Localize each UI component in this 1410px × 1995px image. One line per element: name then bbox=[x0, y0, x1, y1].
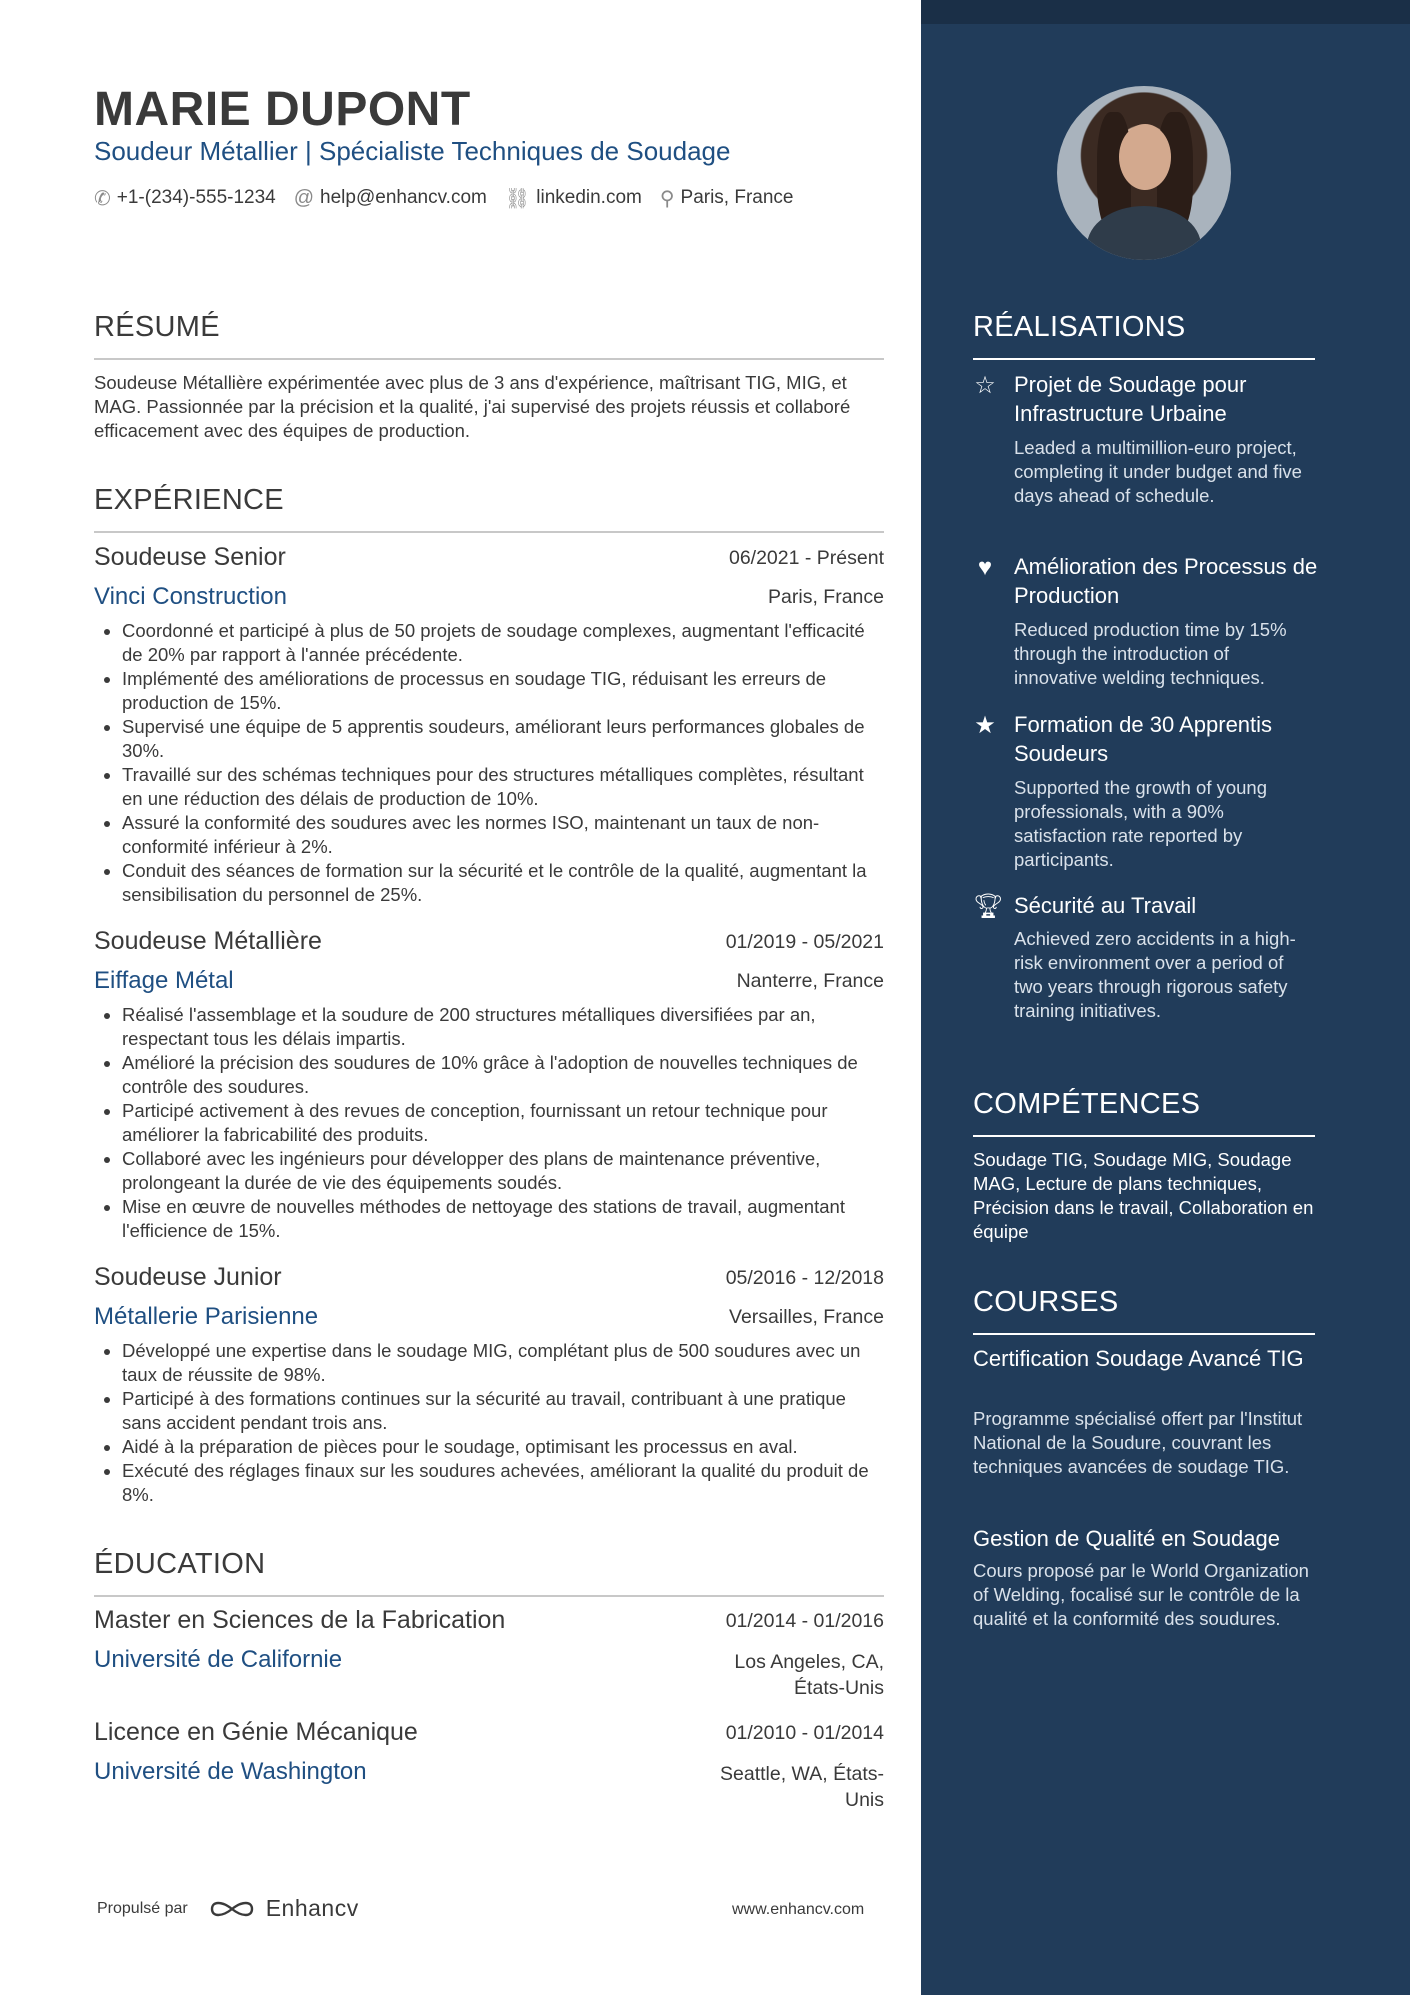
star-icon: ★ bbox=[974, 712, 996, 739]
job-bullets bbox=[94, 1339, 884, 1507]
location-pin-icon: ⚲ bbox=[659, 187, 675, 210]
courses-heading: COURSES bbox=[973, 1286, 1119, 1318]
contact-phone[interactable] bbox=[94, 186, 276, 211]
sidebar bbox=[921, 0, 1410, 1995]
edu-school: Université de Californie bbox=[94, 1646, 343, 1673]
achievement-title: Projet de Soudage pour Infrastructure Urbaine bbox=[1014, 372, 1247, 426]
course-title: Gestion de Qualité en Soudage bbox=[973, 1526, 1281, 1551]
link-icon: ⛓ bbox=[504, 187, 531, 210]
bullet: • Travaillé sur des schémas techniques pour des structures métalliques complètes, résultant en une réduction des délais de production de 10%. bbox=[122, 763, 884, 811]
brand-name: Enhancv bbox=[265, 1895, 359, 1921]
job-bullets bbox=[94, 1003, 884, 1243]
bullet: • Développé une expertise dans le soudage MIG, complétant plus de 500 soudures avec un taux de réussite de 98%. bbox=[122, 1339, 884, 1387]
education-rule bbox=[94, 1595, 884, 1597]
bullet: • Assuré la conformité des soudures avec les normes ISO, maintenant un taux de non-conformité inférieur à 2%. bbox=[122, 811, 884, 859]
achievement-desc: Reduced production time by 15% through the introduction of innovative welding techniques. bbox=[1014, 619, 1287, 688]
achievement-desc: Supported the growth of young professionals, with a 90% satisfaction rate reported by participants. bbox=[1014, 777, 1268, 870]
achievement-title: Sécurité au Travail bbox=[1014, 893, 1197, 918]
job-entry bbox=[94, 543, 884, 913]
candidate-title: Soudeur Métallier | Spécialiste Techniques de Soudage bbox=[94, 136, 731, 166]
job-dates: 06/2021 - Présent bbox=[728, 547, 884, 569]
job-role: Soudeuse Métallière bbox=[94, 927, 322, 955]
bullet: • Amélioré la précision des soudures de 10% grâce à l'adoption de nouvelles techniques de contrôle des soudures. bbox=[122, 1051, 884, 1099]
skills-list: Soudage TIG, Soudage MIG, Soudage MAG, Lecture de plans techniques, Précision dans le travail, Collaboration en équipe bbox=[973, 1149, 1314, 1242]
experience-heading: EXPÉRIENCE bbox=[94, 484, 284, 516]
trophy-icon: 🏆︎ bbox=[973, 893, 1004, 920]
achievement-title: Formation de 30 Apprentis Soudeurs bbox=[1014, 712, 1273, 766]
job-bullets bbox=[94, 619, 884, 907]
bullet: • Participé activement à des revues de conception, fournissant un retour technique pour améliorer la fabricabilité des produits. bbox=[122, 1099, 884, 1147]
star-outline-icon: ☆ bbox=[974, 372, 996, 399]
bullet: • Supervisé une équipe de 5 apprentis soudeurs, améliorant leurs performances globales de 30%. bbox=[122, 715, 884, 763]
experience-rule bbox=[94, 531, 884, 533]
phone-icon: ✆ bbox=[94, 187, 111, 210]
education-entry bbox=[94, 1606, 884, 1706]
job-location: Nanterre, France bbox=[736, 970, 884, 992]
job-role: Soudeuse Junior bbox=[94, 1263, 282, 1291]
edu-dates: 01/2010 - 01/2014 bbox=[725, 1722, 884, 1744]
education-entry bbox=[94, 1718, 884, 1818]
achievements-rule bbox=[973, 358, 1315, 360]
skills-heading: COMPÉTENCES bbox=[973, 1088, 1201, 1120]
bullet: • Conduit des séances de formation sur la sécurité et le contrôle de la qualité, augmentant la sensibilisation du personnel de 25%. bbox=[122, 859, 884, 907]
education-heading: ÉDUCATION bbox=[94, 1548, 266, 1580]
bullet: • Réalisé l'assemblage et la soudure de 200 structures métalliques diversifiées par an, respectant tous les délais impartis. bbox=[122, 1003, 884, 1051]
powered-by-text: Propulsé par bbox=[97, 1899, 188, 1917]
job-dates: 05/2016 - 12/2018 bbox=[725, 1267, 884, 1289]
summary-heading: RÉSUMÉ bbox=[94, 311, 220, 343]
location-text: Paris, France bbox=[680, 187, 794, 208]
job-dates: 01/2019 - 05/2021 bbox=[725, 931, 884, 953]
job-company: Eiffage Métal bbox=[94, 967, 234, 994]
job-entry bbox=[94, 927, 884, 1247]
bullet: • Implémenté des améliorations de processus en soudage TIG, réduisant les erreurs de production de 15%. bbox=[122, 667, 884, 715]
achievement-desc: Leaded a multimillion-euro project, completing it under budget and five days ahead of schedule. bbox=[1014, 437, 1302, 506]
profile-photo bbox=[1057, 86, 1231, 260]
summary-rule bbox=[94, 358, 884, 360]
bullet: • Aidé à la préparation de pièces pour le soudage, optimisant les processus en aval. bbox=[122, 1435, 884, 1459]
contact-linkedin[interactable] bbox=[505, 186, 642, 211]
job-company: Métallerie Parisienne bbox=[94, 1303, 319, 1330]
at-icon: @ bbox=[293, 186, 315, 209]
achievement-item bbox=[973, 370, 1323, 540]
bullet: • Exécuté des réglages finaux sur les soudures achevées, améliorant la qualité du produit de 8%. bbox=[122, 1459, 884, 1507]
edu-dates: 01/2014 - 01/2016 bbox=[725, 1610, 884, 1632]
bullet: • Coordonné et participé à plus de 50 projets de soudage complexes, augmentant l'efficacité de 20% par rapport à l'année précédente. bbox=[122, 619, 884, 667]
course-desc: Cours proposé par le World Organization of Welding, focalisé sur le contrôle de la qualité et la conformité des soudures. bbox=[973, 1560, 1309, 1629]
contact-bar bbox=[94, 184, 812, 212]
candidate-name: MARIE DUPONT bbox=[94, 83, 471, 136]
bullet: • Mise en œuvre de nouvelles méthodes de nettoyage des stations de travail, augmentant l'efficience de 15%. bbox=[122, 1195, 884, 1243]
summary-text: Soudeuse Métallière expérimentée avec plus de 3 ans d'expérience, maîtrisant TIG, MIG, et MAG. Passionnée par la précision et la qualité, j'ai supervisé des projets réussis et collaboré efficacement avec des équipes de production. bbox=[94, 372, 851, 441]
bullet: • Participé à des formations continues sur la sécurité au travail, contribuant à une pratique sans accident pendant trois ans. bbox=[122, 1387, 884, 1435]
sidebar-top-band bbox=[921, 0, 1410, 24]
edu-location: Seattle, WA, États-Unis bbox=[720, 1763, 884, 1811]
skills-rule bbox=[973, 1135, 1315, 1137]
footer-powered-by bbox=[97, 1895, 359, 1922]
job-entry bbox=[94, 1263, 884, 1523]
contact-email[interactable] bbox=[294, 187, 487, 210]
courses-rule bbox=[973, 1333, 1315, 1335]
achievement-item bbox=[973, 891, 1323, 1061]
bullet: • Collaboré avec les ingénieurs pour développer des plans de maintenance préventive, prolongeant la durée de vie des équipements soudés. bbox=[122, 1147, 884, 1195]
achievement-desc: Achieved zero accidents in a high-risk environment over a period of two years through rigorous safety training initiatives. bbox=[1014, 928, 1296, 1021]
achievement-title: Amélioration des Processus de Production bbox=[1014, 554, 1318, 608]
job-location: Paris, France bbox=[768, 586, 884, 608]
course-desc: Programme spécialisé offert par l'Institut National de la Soudure, couvrant les techniques avancées de soudage TIG. bbox=[973, 1408, 1303, 1477]
achievements-heading: RÉALISATIONS bbox=[973, 311, 1186, 343]
edu-degree: Master en Sciences de la Fabrication bbox=[94, 1606, 506, 1634]
achievement-item bbox=[973, 552, 1323, 702]
edu-location: Los Angeles, CA, États-Unis bbox=[734, 1651, 884, 1699]
course-title: Certification Soudage Avancé TIG bbox=[973, 1346, 1304, 1371]
footer-website[interactable]: www.enhancv.com bbox=[732, 1901, 865, 1918]
edu-school: Université de Washington bbox=[94, 1758, 367, 1785]
heart-icon: ♥ bbox=[977, 554, 993, 581]
contact-location bbox=[660, 186, 794, 211]
enhancv-logo-icon bbox=[208, 1897, 256, 1921]
job-role: Soudeuse Senior bbox=[94, 543, 286, 571]
achievement-item bbox=[973, 710, 1323, 880]
linkedin-text: linkedin.com bbox=[536, 187, 642, 208]
job-company: Vinci Construction bbox=[94, 583, 287, 610]
email-text: help@enhancv.com bbox=[320, 187, 487, 208]
job-location: Versailles, France bbox=[729, 1306, 884, 1328]
edu-degree: Licence en Génie Mécanique bbox=[94, 1718, 418, 1746]
phone-text: +1-(234)-555-1234 bbox=[116, 187, 276, 208]
